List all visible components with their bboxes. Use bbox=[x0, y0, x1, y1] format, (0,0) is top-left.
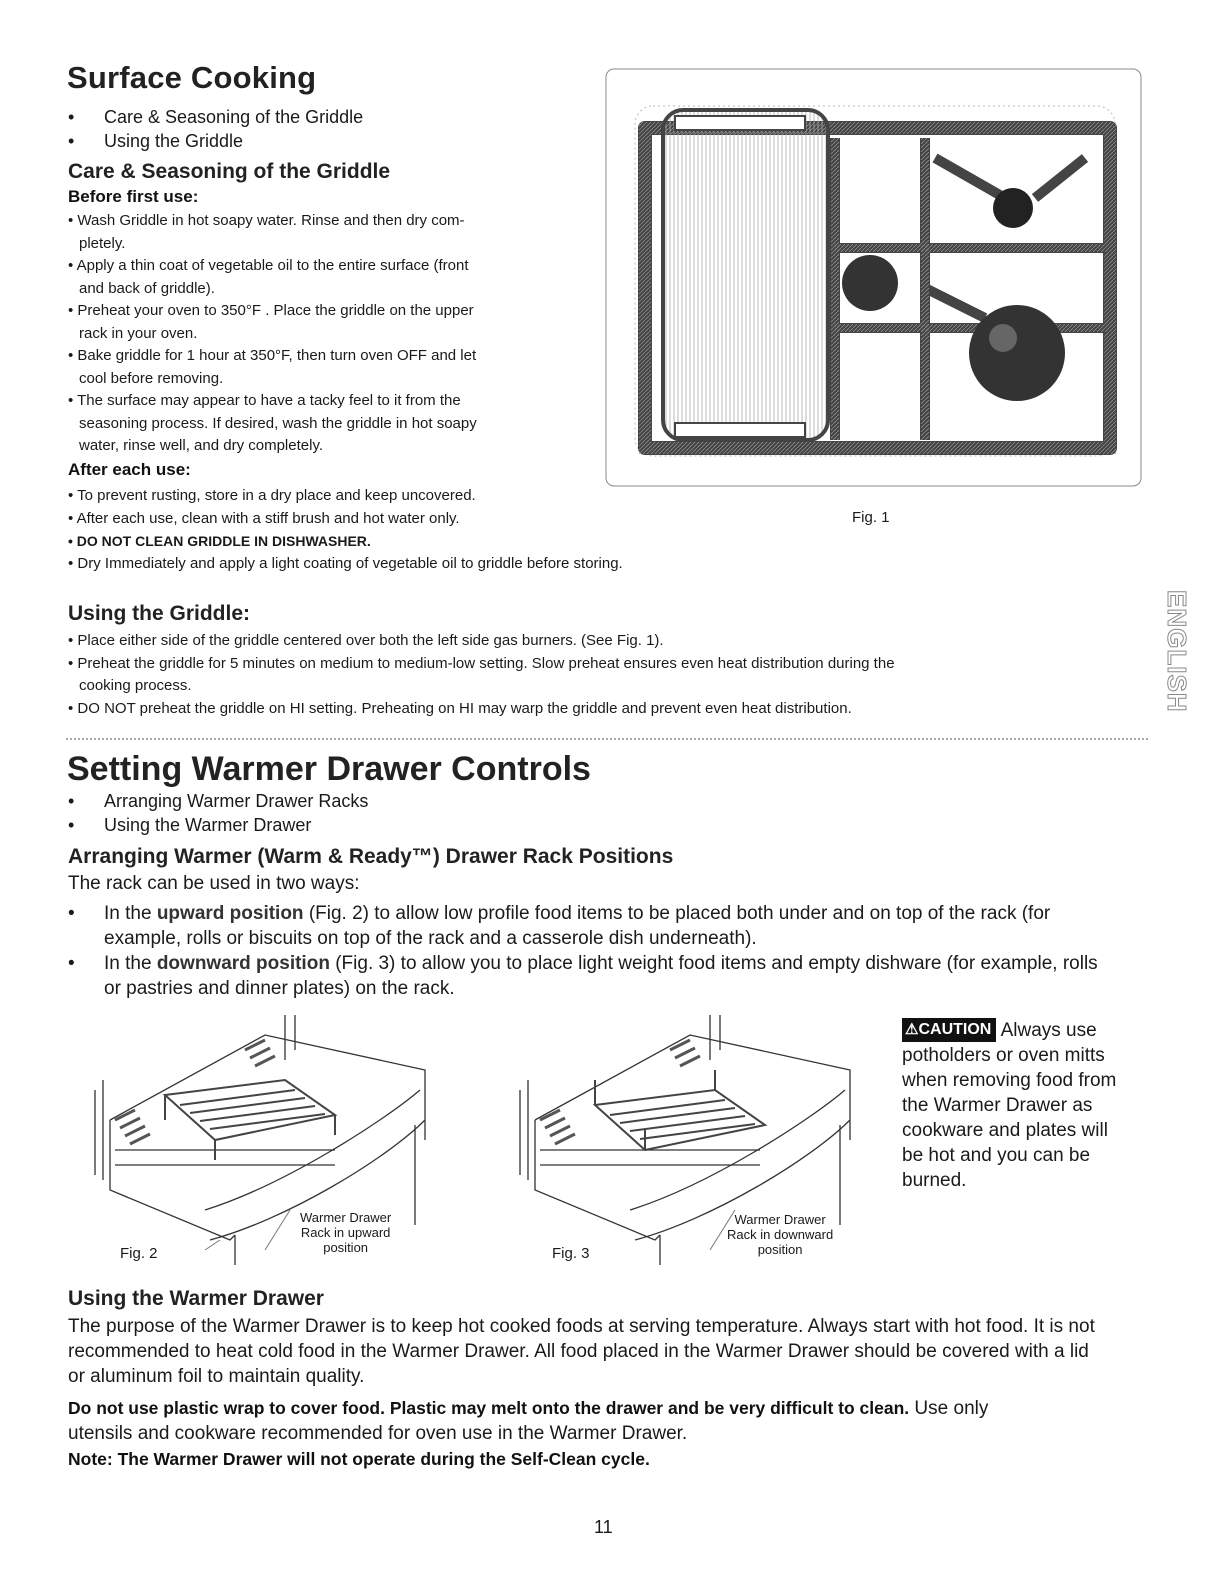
fig2-label-line: position bbox=[323, 1240, 369, 1255]
list-item: • To prevent rusting, store in a dry place and keep uncovered. bbox=[68, 487, 476, 504]
fig3-label-line: Rack in downward bbox=[727, 1227, 834, 1242]
list-item: and back of griddle). bbox=[79, 279, 215, 297]
list-item: • Apply a thin coat of vegetable oil to the entire surface (front bbox=[68, 257, 469, 274]
language-side-tab bbox=[1152, 590, 1192, 713]
self-clean-note: Note: The Warmer Drawer will not operate during the Self-Clean cycle. bbox=[68, 1449, 650, 1469]
toc-item: • Care & Seasoning of the Griddle bbox=[68, 107, 364, 127]
fig2-label-line: Rack in upward bbox=[300, 1225, 391, 1240]
griddle-cooktop-image bbox=[605, 68, 1143, 488]
side-tab-label: ENGLISH bbox=[1162, 590, 1192, 713]
fig2-label-line: Warmer Drawer bbox=[300, 1210, 392, 1225]
paragraph-line: recommended to heat cold food in the Warmer Drawer. All food placed in the Warmer Drawer should be covered with a lid bbox=[68, 1341, 1089, 1362]
before-list bbox=[68, 210, 598, 458]
fig2-illustration bbox=[85, 1010, 455, 1270]
paragraph-line: or aluminum foil to maintain quality. bbox=[68, 1366, 365, 1387]
list-item: • Bake griddle for 1 hour at 350°F, then turn oven OFF and let bbox=[68, 347, 477, 364]
using-griddle-heading: Using the Griddle: bbox=[68, 602, 251, 625]
fig3-label-line: position bbox=[757, 1242, 803, 1257]
list-item-upward: • In the upward position (Fig. 2) to allow low profile food items to be placed both under and on top of the rack (for example, rolls or biscuits on top of the rack and a casserole dish underneath). bbox=[68, 903, 1051, 949]
list-item: • Preheat the griddle for 5 minutes on medium to medium-low setting. Slow preheat ensures even heat distribution during the bbox=[68, 654, 895, 672]
list-item: • The surface may appear to have a tacky feel to it from the bbox=[68, 392, 461, 409]
fig3-label-line: Warmer Drawer bbox=[734, 1212, 826, 1227]
list-item: • Wash Griddle in hot soapy water. Rinse and then dry com- bbox=[68, 212, 465, 229]
fig2-label bbox=[300, 1210, 391, 1255]
surface-toc bbox=[68, 105, 363, 153]
fig3-caption: Fig. 3 bbox=[552, 1245, 590, 1262]
section-divider bbox=[66, 738, 1148, 740]
caution-badge: ⚠CAUTION bbox=[902, 1018, 996, 1042]
fig1-caption: Fig. 1 bbox=[852, 509, 890, 526]
caution-line: cookware and plates will bbox=[902, 1120, 1108, 1141]
drawer-rack-upward-image bbox=[85, 1010, 455, 1270]
arrange-list bbox=[68, 901, 1158, 1001]
list-item-downward: • In the downward position (Fig. 3) to allow you to place light weight food items and empty dishware (for example, rolls or pastries and dinner plates) on the rack. bbox=[68, 953, 1098, 999]
caution-line: potholders or oven mitts bbox=[902, 1045, 1105, 1066]
caution-line: the Warmer Drawer as bbox=[902, 1095, 1093, 1116]
toc-item: • Using the Warmer Drawer bbox=[68, 815, 312, 835]
using-warmer-paragraph bbox=[68, 1314, 1168, 1389]
fig3-label bbox=[727, 1212, 833, 1257]
caution-first-line: ⚠CAUTION Always use bbox=[902, 1018, 1147, 1043]
caution-note bbox=[902, 1018, 1147, 1193]
using-griddle-list bbox=[68, 630, 1148, 720]
arrange-heading: Arranging Warmer (Warm & Ready™) Drawer Rack Positions bbox=[68, 845, 674, 868]
list-item: water, rinse well, and dry completely. bbox=[79, 437, 323, 454]
toc-item: • Using the Griddle bbox=[68, 131, 244, 151]
list-item: • Preheat your oven to 350°F . Place the griddle on the upper bbox=[68, 302, 474, 319]
after-heading: After each use: bbox=[68, 460, 191, 479]
warning-triangle-icon: ⚠ bbox=[905, 1021, 919, 1038]
list-item: • Dry Immediately and apply a light coating of vegetable oil to griddle before storing. bbox=[68, 554, 623, 572]
list-item: cool before removing. bbox=[79, 369, 224, 387]
list-item: pletely. bbox=[79, 234, 126, 252]
warning-line: utensils and cookware recommended for oven use in the Warmer Drawer. bbox=[68, 1423, 688, 1444]
caution-line: when removing food from bbox=[902, 1070, 1117, 1091]
paragraph-line: The purpose of the Warmer Drawer is to keep hot cooked foods at serving temperature. Always start with hot food. It is not bbox=[68, 1316, 1095, 1337]
before-heading: Before first use: bbox=[68, 187, 199, 206]
list-item: • DO NOT preheat the griddle on HI setting. Preheating on HI may warp the griddle and prevent even heat distribution. bbox=[68, 699, 852, 717]
plastic-wrap-warning bbox=[68, 1396, 1168, 1446]
fig1-illustration bbox=[605, 68, 1143, 488]
fig2-caption: Fig. 2 bbox=[120, 1245, 158, 1262]
caution-line: burned. bbox=[902, 1170, 967, 1191]
section-title-warmer-drawer: Setting Warmer Drawer Controls bbox=[67, 750, 591, 788]
list-item: rack in your oven. bbox=[79, 324, 198, 342]
list-item: • DO NOT CLEAN GRIDDLE IN DISHWASHER. bbox=[68, 533, 371, 549]
warning-line: Do not use plastic wrap to cover food. Plastic may melt onto the drawer and be very difficult to clean. Use only bbox=[68, 1398, 989, 1419]
using-warmer-heading: Using the Warmer Drawer bbox=[68, 1287, 324, 1310]
caution-line: be hot and you can be bbox=[902, 1145, 1091, 1166]
arrange-intro: The rack can be used in two ways: bbox=[68, 873, 360, 894]
after-list bbox=[68, 485, 828, 575]
list-item: cooking process. bbox=[79, 677, 192, 694]
page-number: 11 bbox=[594, 1517, 613, 1537]
section-title-surface-cooking: Surface Cooking bbox=[67, 60, 317, 95]
warmer-toc bbox=[68, 789, 368, 837]
toc-item: • Arranging Warmer Drawer Racks bbox=[68, 791, 369, 811]
care-heading: Care & Seasoning of the Griddle bbox=[68, 160, 391, 183]
list-item: seasoning process. If desired, wash the griddle in hot soapy bbox=[79, 414, 477, 432]
list-item: • Place either side of the griddle centered over both the left side gas burners. (See Fig. 1). bbox=[68, 632, 664, 649]
list-item: • After each use, clean with a stiff brush and hot water only. bbox=[68, 509, 460, 527]
